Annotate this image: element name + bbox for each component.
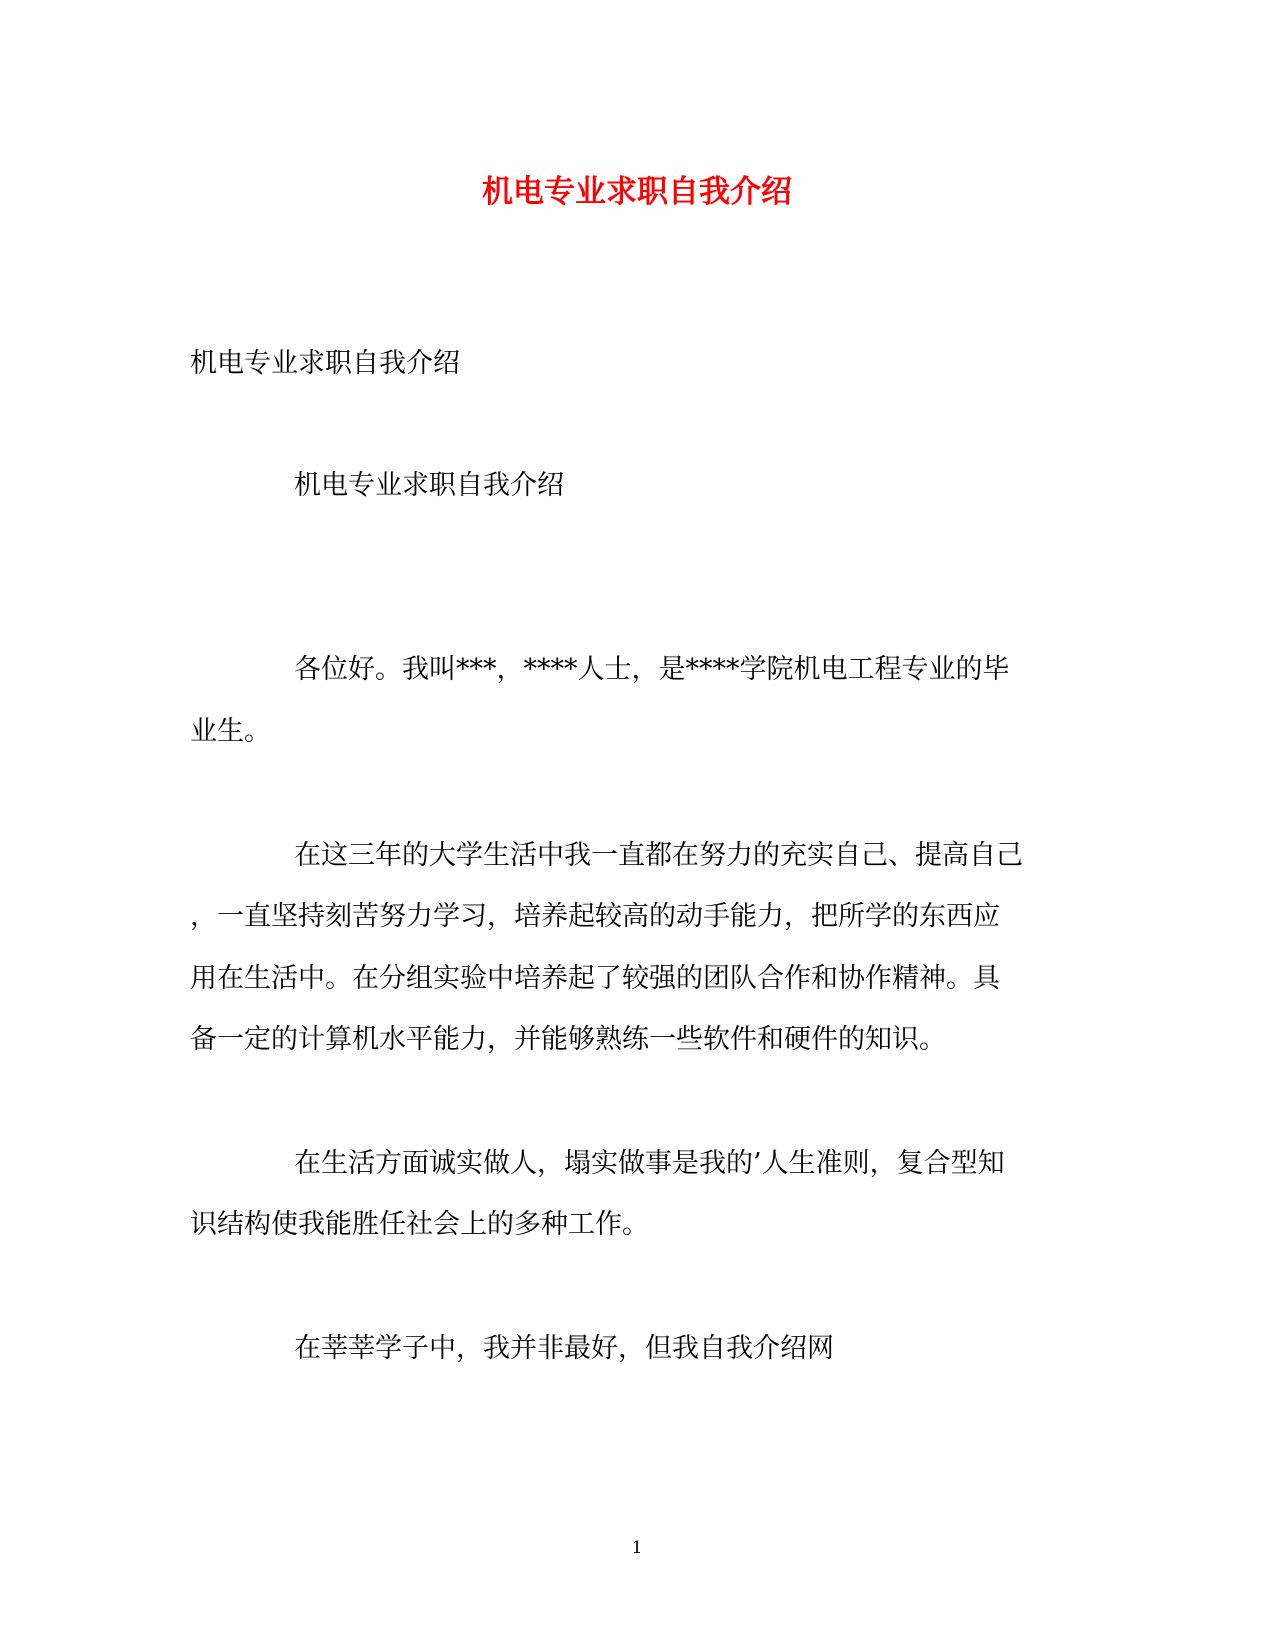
paragraph-3-line-2: 识结构使我能胜任社会上的多种工作。 <box>190 1209 649 1240</box>
page-number: 1 <box>631 1538 643 1558</box>
paragraph-2-line-1: 在这三年的大学生活中我一直都在努力的充实自己、提高自己 <box>294 840 1023 871</box>
paragraph-2-line-4: 备一定的计算机水平能力，并能够熟练一些软件和硬件的知识。 <box>190 1024 946 1055</box>
paragraph-1-line-1: 各位好。我叫***，****人士，是****学院机电工程专业的毕 <box>294 654 1010 685</box>
paragraph-2-line-3: 用在生活中。在分组实验中培养起了较强的团队合作和协作精神。具 <box>190 963 1000 994</box>
paragraph-3-line-1: 在生活方面诚实做人，塌实做事是我的’人生准则，复合型知 <box>294 1148 1005 1179</box>
indented-heading: 机电专业求职自我介绍 <box>294 470 564 501</box>
document-title: 机电专业求职自我介绍 <box>482 174 792 210</box>
paragraph-1-line-2: 业生。 <box>190 716 271 747</box>
paragraph-2-line-2: ，一直坚持刻苦努力学习，培养起较高的动手能力，把所学的东西应 <box>190 901 1000 932</box>
document-subtitle: 机电专业求职自我介绍 <box>190 348 460 379</box>
paragraph-4-line-1: 在莘莘学子中，我并非最好，但我自我介绍网 <box>294 1333 834 1364</box>
